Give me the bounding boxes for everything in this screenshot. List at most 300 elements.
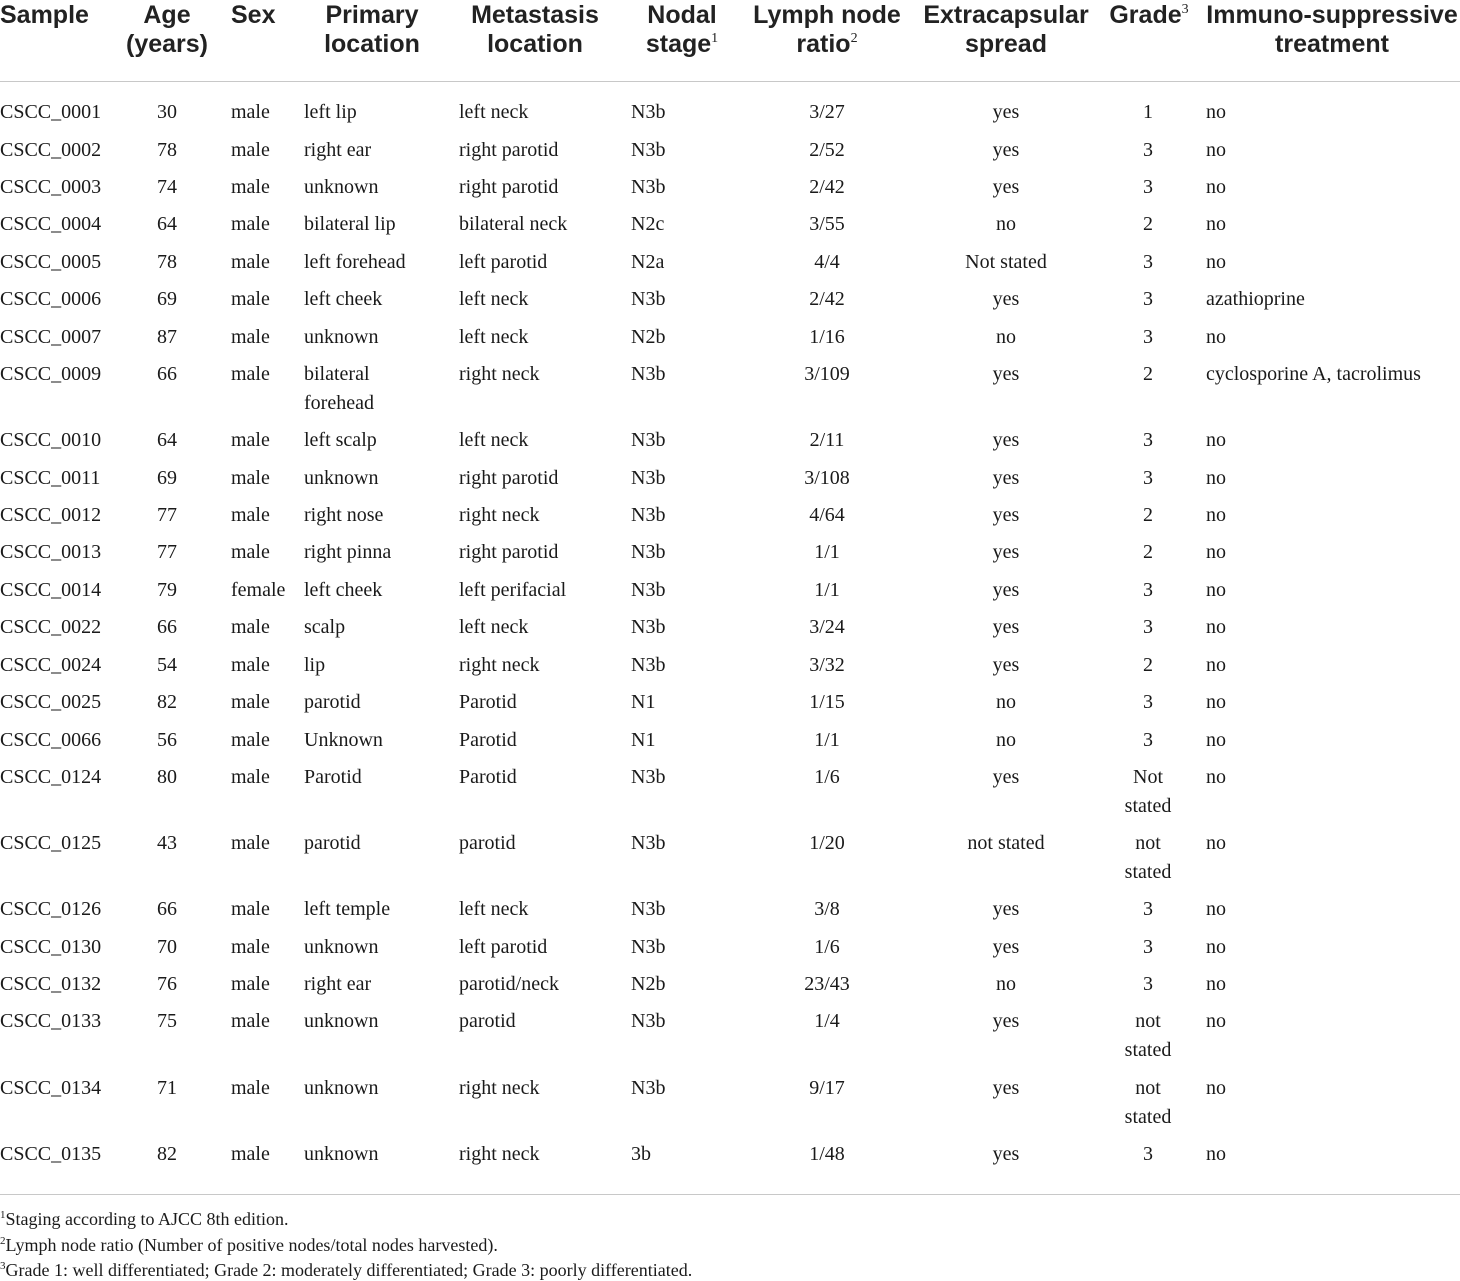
table-cell-nodal: N3b <box>631 176 666 198</box>
table-cell-grade: 3 <box>1143 616 1153 638</box>
table-cell-lnr: 2/42 <box>809 176 845 198</box>
column-header-ecs <box>918 1 1094 59</box>
table-cell-sample: CSCC_0006 <box>0 288 102 310</box>
table-cell-sample: CSCC_0133 <box>0 1010 102 1032</box>
table-cell-metastasis: right neck <box>459 504 540 526</box>
table-cell-sample: CSCC_0005 <box>0 251 102 273</box>
table-cell-primary: right nose <box>304 504 384 526</box>
column-header-text <box>302 1 442 30</box>
table-cell-ecs: yes <box>992 766 1020 788</box>
table-cell-lnr: 1/1 <box>814 541 840 563</box>
table-cell-ecs: yes <box>992 139 1020 161</box>
table-cell-nodal: N2b <box>631 326 666 348</box>
column-header-sample <box>0 1 100 30</box>
table-cell-immuno: no <box>1206 973 1226 995</box>
table-cell-sample: CSCC_0012 <box>0 504 102 526</box>
table-cell-grade: 3 <box>1143 729 1153 751</box>
table-cell-primary: unknown <box>304 936 379 958</box>
table-cell-primary: unknown <box>304 326 379 348</box>
table-cell-lnr: 23/43 <box>804 973 850 995</box>
column-header-text <box>627 30 737 59</box>
header-line: Sample <box>0 1 89 29</box>
table-cell-immuno: no <box>1206 541 1226 563</box>
table-cell-age: 30 <box>157 101 177 123</box>
table-cell-sex: male <box>231 101 270 123</box>
table-cell-lnr: 1/15 <box>809 691 845 713</box>
table-cell-ecs: yes <box>992 429 1020 451</box>
cell-line: not <box>1135 832 1161 854</box>
table-cell-sample: CSCC_0003 <box>0 176 102 198</box>
table-cell-immuno: no <box>1206 1143 1226 1165</box>
table-cell-ecs: no <box>996 326 1016 348</box>
table-cell-age: 64 <box>157 429 177 451</box>
table-cell-immuno: no <box>1206 429 1226 451</box>
header-line: (years) <box>126 30 208 58</box>
table-cell-sex: male <box>231 429 270 451</box>
table-cell-lnr: 3/32 <box>809 654 845 676</box>
table-cell-ecs: no <box>996 691 1016 713</box>
table-cell-sex: female <box>231 579 286 601</box>
table-cell-sample: CSCC_0001 <box>0 101 102 123</box>
footnote-text: Lymph node ratio (Number of positive nodes/total nodes harvested). <box>5 1235 498 1255</box>
table-cell-metastasis: parotid <box>459 1010 516 1032</box>
table-cell-primary: scalp <box>304 616 346 638</box>
table-cell-metastasis: parotid <box>459 832 516 854</box>
cell-line: stated <box>1124 860 1172 883</box>
header-line: Age <box>143 1 191 29</box>
table-cell-lnr: 1/16 <box>809 326 845 348</box>
table-cell-grade: 3 <box>1143 1143 1153 1165</box>
table-cell-sex: male <box>231 616 270 638</box>
table-cell-sex: male <box>231 363 270 385</box>
table-cell-metastasis: left neck <box>459 616 529 638</box>
table-cell-lnr: 4/4 <box>814 251 840 273</box>
table-cell-ecs: yes <box>992 288 1020 310</box>
table-cell-sample: CSCC_0013 <box>0 541 102 563</box>
table-cell-nodal: N3b <box>631 101 666 123</box>
table-cell-ecs: yes <box>992 936 1020 958</box>
table-cell-primary: left forehead <box>304 251 406 273</box>
table-cell-nodal: N2b <box>631 973 666 995</box>
table-cell-sample: CSCC_0010 <box>0 429 102 451</box>
table-cell-lnr: 9/17 <box>809 1077 845 1099</box>
table-cell-nodal: N3b <box>631 1077 666 1099</box>
table-cell-immuno: no <box>1206 504 1226 526</box>
table-cell-nodal: N3b <box>631 898 666 920</box>
column-header-text <box>0 1 100 30</box>
table-cell-sex: male <box>231 832 270 854</box>
table-cell-grade: 3 <box>1143 973 1153 995</box>
table-cell-nodal: N3b <box>631 363 666 385</box>
table-cell-grade: 2 <box>1143 363 1153 385</box>
table-cell-grade: 3 <box>1143 467 1153 489</box>
table-cell-nodal: N3b <box>631 541 666 563</box>
table-bottom-rule <box>0 1194 1460 1195</box>
table-cell-nodal: N3b <box>631 936 666 958</box>
column-header-text <box>122 30 212 59</box>
table-cell-nodal: N2c <box>631 213 665 235</box>
table-cell-nodal: N3b <box>631 139 666 161</box>
table-cell-age: 77 <box>157 504 177 526</box>
table-cell-sample: CSCC_0135 <box>0 1143 102 1165</box>
table-cell-age: 77 <box>157 541 177 563</box>
table-cell-ecs: Not stated <box>965 251 1047 273</box>
table-cell-sample: CSCC_0124 <box>0 766 102 788</box>
header-line: Primary <box>325 1 419 29</box>
table-cell-age: 43 <box>157 832 177 854</box>
footnote <box>0 1259 692 1281</box>
table-cell-primary: left lip <box>304 101 357 123</box>
table-cell-age: 75 <box>157 1010 177 1032</box>
table-cell-metastasis: left neck <box>459 898 529 920</box>
table-cell-immuno: no <box>1206 139 1226 161</box>
column-header-text <box>122 1 212 30</box>
table-cell-metastasis: right parotid <box>459 139 559 161</box>
footnote-text: Staging according to AJCC 8th edition. <box>5 1209 289 1229</box>
header-line: Immuno-suppressive <box>1206 1 1458 29</box>
table-cell-nodal: N3b <box>631 579 666 601</box>
table-cell-grade: 3 <box>1143 936 1153 958</box>
table-cell-ecs: no <box>996 973 1016 995</box>
table-cell-age: 66 <box>157 616 177 638</box>
table-cell-metastasis: left parotid <box>459 251 548 273</box>
table-cell-immuno: no <box>1206 766 1226 788</box>
header-line: spread <box>965 30 1047 58</box>
table-cell-immuno: no <box>1206 691 1226 713</box>
table-cell-primary: right pinna <box>304 541 392 563</box>
footnote-number: 2 <box>0 1235 6 1247</box>
table-cell-primary: parotid <box>304 691 361 713</box>
table-cell-immuno: no <box>1206 832 1226 854</box>
table-cell-primary: unknown <box>304 1077 379 1099</box>
column-header-metastasis <box>459 1 611 59</box>
table-cell-immuno: no <box>1206 326 1226 348</box>
table-cell-ecs: yes <box>992 176 1020 198</box>
table-cell-grade <box>1103 1074 1193 1131</box>
table-cell-primary: right ear <box>304 139 372 161</box>
header-line: location <box>324 30 420 58</box>
table-cell-age: 66 <box>157 363 177 385</box>
column-header-text <box>747 30 907 59</box>
column-header-text <box>918 30 1094 59</box>
table-cell-metastasis: right parotid <box>459 176 559 198</box>
table-cell-sample: CSCC_0022 <box>0 616 102 638</box>
column-header-lnr <box>747 1 907 59</box>
table-cell-ecs: yes <box>992 1143 1020 1165</box>
footnote-marker: 2 <box>850 31 858 46</box>
table-cell-primary: bilateral lip <box>304 213 396 235</box>
table-cell-metastasis: left neck <box>459 288 529 310</box>
table-cell-primary: unknown <box>304 176 379 198</box>
header-line: Grade <box>1109 1 1182 29</box>
table-cell-sex: male <box>231 176 270 198</box>
table-cell-age: 82 <box>157 691 177 713</box>
table-cell-immuno: no <box>1206 467 1226 489</box>
column-header-nodal <box>627 1 737 59</box>
table-cell-primary: left temple <box>304 898 391 920</box>
table-cell-grade: 3 <box>1143 288 1153 310</box>
column-header-age <box>122 1 212 59</box>
table-cell-metastasis: right neck <box>459 654 540 676</box>
table-cell-lnr: 3/109 <box>804 363 850 385</box>
table-cell-sample: CSCC_0024 <box>0 654 102 676</box>
cell-line: stated <box>1124 794 1172 817</box>
table-cell-age: 64 <box>157 213 177 235</box>
table-cell-metastasis: left neck <box>459 326 529 348</box>
table-cell-metastasis: left perifacial <box>459 579 567 601</box>
table-cell-nodal: N3b <box>631 467 666 489</box>
table-cell-metastasis: bilateral neck <box>459 213 568 235</box>
header-line: treatment <box>1275 30 1389 58</box>
table-cell-immuno: no <box>1206 1010 1226 1032</box>
table-cell-sex: male <box>231 251 270 273</box>
table-cell-primary: left cheek <box>304 579 383 601</box>
table-cell-ecs: yes <box>992 616 1020 638</box>
table-cell-grade <box>1103 1007 1193 1064</box>
table-cell-nodal: 3b <box>631 1143 651 1165</box>
table-cell-age: 69 <box>157 467 177 489</box>
table-cell-age: 87 <box>157 326 177 348</box>
table-cell-lnr: 1/48 <box>809 1143 845 1165</box>
header-line: ratio <box>796 30 851 58</box>
table-cell-ecs: yes <box>992 654 1020 676</box>
table-cell-metastasis: parotid/neck <box>459 973 559 995</box>
table-cell-metastasis: right parotid <box>459 541 559 563</box>
column-header-text <box>1206 30 1458 59</box>
column-header-text <box>302 30 442 59</box>
table-cell-lnr: 3/8 <box>814 898 840 920</box>
table-cell-age: 54 <box>157 654 177 676</box>
column-header-text <box>1103 1 1195 30</box>
table-cell-age: 82 <box>157 1143 177 1165</box>
table-cell-lnr: 2/42 <box>809 288 845 310</box>
table-cell-lnr: 1/1 <box>814 579 840 601</box>
header-line: Sex <box>231 1 276 29</box>
cell-line: bilateral <box>304 363 370 385</box>
table-cell-age: 66 <box>157 898 177 920</box>
table-cell-age: 78 <box>157 139 177 161</box>
table-cell-sample: CSCC_0014 <box>0 579 102 601</box>
table-cell-primary <box>304 360 444 417</box>
table-cell-immuno: no <box>1206 1077 1226 1099</box>
table-cell-nodal: N1 <box>631 691 656 713</box>
table-cell-sex: male <box>231 654 270 676</box>
table-cell-sample: CSCC_0009 <box>0 363 102 385</box>
table-cell-age: 56 <box>157 729 177 751</box>
table-cell-sex: male <box>231 898 270 920</box>
table-cell-sample: CSCC_0126 <box>0 898 102 920</box>
table-cell-grade: 3 <box>1143 579 1153 601</box>
table-cell-sample: CSCC_0066 <box>0 729 102 751</box>
footnote-number: 1 <box>0 1209 6 1221</box>
table-cell-immuno: no <box>1206 936 1226 958</box>
table-cell-immuno: no <box>1206 898 1226 920</box>
table-cell-age: 69 <box>157 288 177 310</box>
header-line: Metastasis <box>471 1 599 29</box>
table-cell-primary: unknown <box>304 467 379 489</box>
header-line: Lymph node <box>753 1 901 29</box>
table-cell-immuno: no <box>1206 101 1226 123</box>
table-cell-sex: male <box>231 213 270 235</box>
table-cell-lnr: 3/24 <box>809 616 845 638</box>
table-cell-immuno: no <box>1206 176 1226 198</box>
table-cell-grade <box>1103 829 1193 886</box>
table-cell-lnr: 3/55 <box>809 213 845 235</box>
table-cell-grade: 2 <box>1143 541 1153 563</box>
table-cell-sex: male <box>231 1010 270 1032</box>
table-cell-grade: 3 <box>1143 898 1153 920</box>
table-cell-primary: Parotid <box>304 766 362 788</box>
table-cell-grade: 3 <box>1143 691 1153 713</box>
table-cell-sex: male <box>231 326 270 348</box>
table-cell-lnr: 1/6 <box>814 936 840 958</box>
table-cell-sex: male <box>231 973 270 995</box>
table-cell-age: 79 <box>157 579 177 601</box>
table-cell-primary: lip <box>304 654 326 676</box>
table-cell-ecs: no <box>996 729 1016 751</box>
footnote-marker: 1 <box>711 31 719 46</box>
footnote <box>0 1234 498 1256</box>
table-cell-grade: 3 <box>1143 139 1153 161</box>
footnote-text: Grade 1: well differentiated; Grade 2: moderately differentiated; Grade 3: poorly differentiated. <box>5 1260 693 1280</box>
table-cell-ecs: yes <box>992 1077 1020 1099</box>
table-cell-nodal: N1 <box>631 729 656 751</box>
header-line: stage <box>645 30 712 58</box>
table-cell-age: 71 <box>157 1077 177 1099</box>
table-cell-nodal: N3b <box>631 288 666 310</box>
table-cell-nodal: N3b <box>631 832 666 854</box>
cell-line: stated <box>1124 1105 1172 1128</box>
table-cell-metastasis: Parotid <box>459 766 517 788</box>
table-cell-immuno: no <box>1206 654 1226 676</box>
table-cell-lnr: 1/4 <box>814 1010 840 1032</box>
table-cell-ecs: yes <box>992 579 1020 601</box>
table-cell-primary: unknown <box>304 1143 379 1165</box>
table-cell-age: 80 <box>157 766 177 788</box>
table-cell-ecs: yes <box>992 1010 1020 1032</box>
cell-line: forehead <box>304 391 374 414</box>
table-cell-grade: 3 <box>1143 176 1153 198</box>
column-header-text <box>747 1 907 30</box>
table-cell-sex: male <box>231 1143 270 1165</box>
table-cell-metastasis: right neck <box>459 363 540 385</box>
table-cell-metastasis: right neck <box>459 1077 540 1099</box>
column-header-text <box>459 1 611 30</box>
table-cell-sex: male <box>231 1077 270 1099</box>
table-cell-lnr: 1/1 <box>814 729 840 751</box>
table-cell-sample: CSCC_0134 <box>0 1077 102 1099</box>
table-cell-nodal: N3b <box>631 654 666 676</box>
table-cell-primary: parotid <box>304 832 361 854</box>
table-cell-age: 78 <box>157 251 177 273</box>
header-line: Nodal <box>647 1 717 29</box>
column-header-text <box>459 30 611 59</box>
table-cell-ecs: yes <box>992 898 1020 920</box>
column-header-text <box>1206 1 1458 30</box>
table-cell-metastasis: right neck <box>459 1143 540 1165</box>
table-cell-nodal: N3b <box>631 616 666 638</box>
table-cell-lnr: 2/52 <box>809 139 845 161</box>
table-cell-sex: male <box>231 936 270 958</box>
table-cell-primary: left cheek <box>304 288 383 310</box>
cell-line: Not <box>1133 766 1163 788</box>
table-cell-primary: right ear <box>304 973 372 995</box>
table-cell-age: 76 <box>157 973 177 995</box>
table-cell-sample: CSCC_0025 <box>0 691 102 713</box>
cell-line: not <box>1135 1077 1161 1099</box>
table-cell-sex: male <box>231 139 270 161</box>
table-cell-lnr: 4/64 <box>809 504 845 526</box>
column-header-primary <box>302 1 442 59</box>
table-cell-lnr: 3/27 <box>809 101 845 123</box>
footnote <box>0 1208 288 1230</box>
table-cell-immuno: no <box>1206 729 1226 751</box>
table-cell-metastasis: Parotid <box>459 729 517 751</box>
table-cell-immuno: no <box>1206 251 1226 273</box>
column-header-text <box>918 1 1094 30</box>
table-cell-ecs: yes <box>992 504 1020 526</box>
table-cell-sex: male <box>231 691 270 713</box>
table-cell-nodal: N3b <box>631 429 666 451</box>
column-header-sex <box>231 1 291 30</box>
table-cell-metastasis: left neck <box>459 101 529 123</box>
table-cell-grade <box>1103 763 1193 820</box>
table-cell-age: 74 <box>157 176 177 198</box>
table-cell-grade: 2 <box>1143 213 1153 235</box>
table-cell-immuno: azathioprine <box>1206 288 1305 310</box>
table-cell-ecs: no <box>996 213 1016 235</box>
table-cell-age: 70 <box>157 936 177 958</box>
footnote-marker: 3 <box>1181 2 1189 17</box>
table-cell-sample: CSCC_0130 <box>0 936 102 958</box>
table-cell-grade: 2 <box>1143 504 1153 526</box>
column-header-text <box>231 1 291 30</box>
table-cell-nodal: N3b <box>631 504 666 526</box>
table-cell-sample: CSCC_0002 <box>0 139 102 161</box>
table-cell-sex: male <box>231 766 270 788</box>
column-header-grade <box>1103 1 1195 30</box>
table-cell-primary: Unknown <box>304 729 383 751</box>
table-cell-immuno: cyclosporine A, tacrolimus <box>1206 363 1421 385</box>
table-cell-ecs: yes <box>992 467 1020 489</box>
table-cell-grade: 1 <box>1143 101 1153 123</box>
table-cell-grade: 2 <box>1143 654 1153 676</box>
table-cell-grade: 3 <box>1143 326 1153 348</box>
cell-line: not <box>1135 1010 1161 1032</box>
table-cell-lnr: 3/108 <box>804 467 850 489</box>
table-cell-metastasis: left parotid <box>459 936 548 958</box>
table-cell-nodal: N3b <box>631 1010 666 1032</box>
table-cell-sex: male <box>231 504 270 526</box>
table-cell-primary: unknown <box>304 1010 379 1032</box>
column-header-immuno <box>1206 1 1458 59</box>
table-header <box>0 0 1460 82</box>
table-cell-ecs: yes <box>992 541 1020 563</box>
table-cell-sample: CSCC_0004 <box>0 213 102 235</box>
column-header-text <box>627 1 737 30</box>
table-cell-primary: left scalp <box>304 429 377 451</box>
table-cell-metastasis: right parotid <box>459 467 559 489</box>
table-cell-nodal: N2a <box>631 251 665 273</box>
table-cell-grade: 3 <box>1143 429 1153 451</box>
header-line: location <box>487 30 583 58</box>
table-cell-nodal: N3b <box>631 766 666 788</box>
table-cell-grade: 3 <box>1143 251 1153 273</box>
table-cell-immuno: no <box>1206 213 1226 235</box>
table-cell-lnr: 1/20 <box>809 832 845 854</box>
table-cell-lnr: 1/6 <box>814 766 840 788</box>
cell-line: stated <box>1124 1038 1172 1061</box>
